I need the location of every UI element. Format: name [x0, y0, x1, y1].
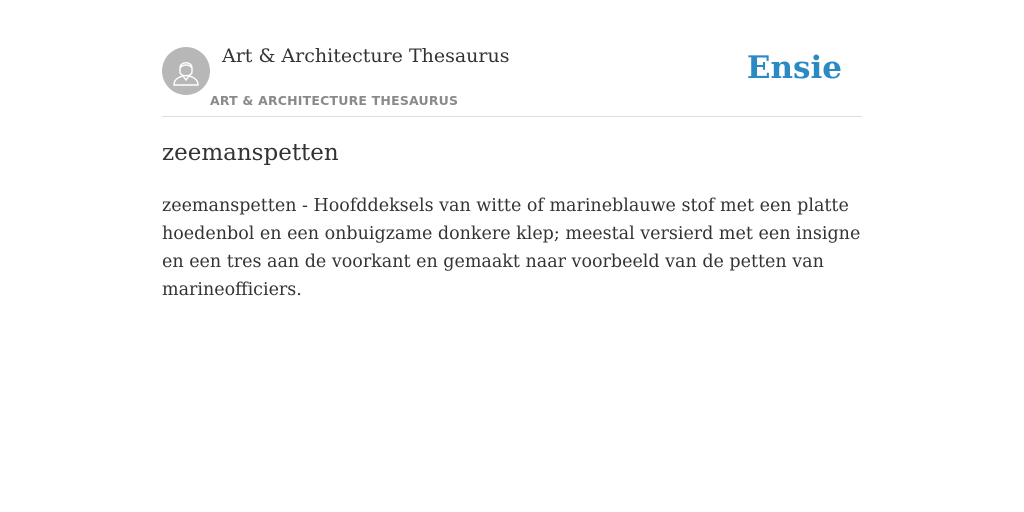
header [162, 0, 862, 117]
author-name[interactable]: Art & Architecture Thesaurus [222, 45, 510, 67]
category-label[interactable]: ART & ARCHITECTURE THESAURUS [210, 93, 459, 108]
page-title: zeemanspetten [162, 140, 339, 166]
definition-text: zeemanspetten - Hoofddeksels van witte of marineblauwe stof met een platte hoedenbol en een onbuigzame donkere klep; meestal versierd met een insigne en een tres aan de voorkant en gemaakt naar voorbeeld van de petten van marineofficiers. [162, 196, 861, 300]
user-icon [162, 47, 210, 95]
brand-logo[interactable]: Ensie [746, 50, 842, 86]
avatar[interactable] [162, 47, 210, 95]
